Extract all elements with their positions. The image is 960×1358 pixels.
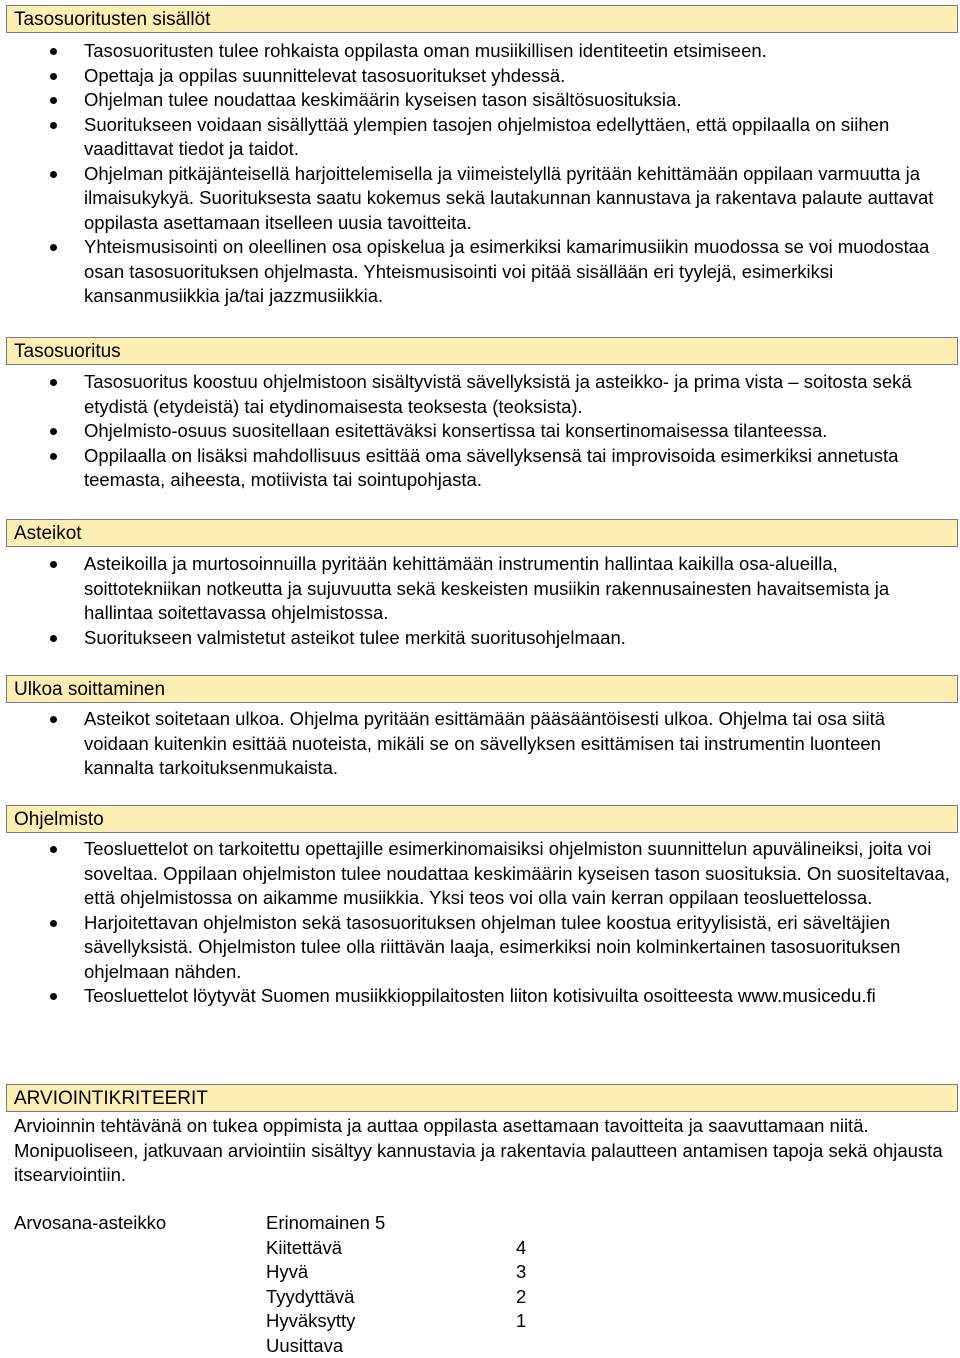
- grade-name: Kiitettävä: [266, 1236, 342, 1261]
- bullet-list: [0, 39, 960, 309]
- section-ulkoa-soittaminen: [0, 675, 960, 781]
- list-item: Harjoitettavan ohjelmiston sekä tasosuorituksen ohjelman tulee koostua erityylisistä, eri säveltäjien sävellyksistä. Ohjelmiston tulee olla riittävän laaja, esimerkiksi noin kolminkertainen tasosuorituksen ohjelmaan nähden.: [0, 911, 960, 985]
- grade-name: Hyväksytty: [266, 1309, 355, 1334]
- list-item: Ohjelman tulee noudattaa keskimäärin kyseisen tason sisältösuosituksia.: [0, 88, 960, 113]
- grading-scale: [0, 1211, 960, 1358]
- list-item: Suoritukseen voidaan sisällyttää ylempien tasojen ohjelmistoa edellyttäen, että oppilaalla on siihen vaadittavat tiedot ja taidot.: [0, 113, 960, 162]
- grade-name: Uusittava: [266, 1334, 343, 1358]
- list-item: Yhteismusisointi on oleellinen osa opiskelua ja esimerkiksi kamarimusiikin muodossa se voi muodostaa osan tasosuorituksen ohjelmasta. Yhteismusisointi voi pitää sisällään eri tyylejä, esimerkiksi kansanmusiikkia ja/tai jazzmusiikkia.: [0, 235, 960, 309]
- list-item: Teosluettelot löytyvät Suomen musiikkioppilaitosten liiton kotisivuilta osoitteesta www.musicedu.fi: [0, 984, 960, 1009]
- section-ohjelmisto: [0, 805, 960, 1009]
- section-tasosuoritus: [0, 337, 960, 493]
- grade-name: Hyvä: [266, 1260, 308, 1285]
- list-item: Suoritukseen valmistetut asteikot tulee merkitä suoritusohjelmaan.: [0, 626, 960, 651]
- grade-row: [0, 1211, 960, 1236]
- section-tasosuoritusten-sisallot: [0, 5, 960, 309]
- bullet-list: [0, 707, 960, 781]
- section-heading: Ohjelmisto: [6, 805, 958, 833]
- section-heading: ARVIOINTIKRITEERIT: [6, 1084, 958, 1112]
- grade-number: 3: [516, 1260, 526, 1285]
- section-heading: Ulkoa soittaminen: [6, 675, 958, 703]
- grade-number: 5: [375, 1212, 385, 1233]
- grade-number: 1: [516, 1309, 526, 1334]
- list-item: Ohjelmisto-osuus suositellaan esitettäväksi konsertissa tai konsertinomaisessa tilanteessa.: [0, 419, 960, 444]
- grade-row: [0, 1309, 960, 1334]
- section-arviointikriteerit: [0, 1084, 960, 1188]
- section-heading: Tasosuoritusten sisällöt: [6, 5, 958, 33]
- list-item: Tasosuoritus koostuu ohjelmistoon sisältyvistä sävellyksistä ja asteikko- ja prima vista – soitosta sekä etydistä (etydeistä) tai etydinomaisesta teoksesta (teoksista).: [0, 370, 960, 419]
- list-item: Tasosuoritusten tulee rohkaista oppilasta oman musiikillisen identiteetin etsimiseen.: [0, 39, 960, 64]
- grade-row: [0, 1236, 960, 1261]
- grade-row: [0, 1334, 960, 1358]
- section-asteikot: [0, 519, 960, 650]
- grading-label: Arvosana-asteikko: [14, 1211, 166, 1236]
- grade-name: Erinomainen 5: [266, 1211, 385, 1236]
- section-heading: Tasosuoritus: [6, 337, 958, 365]
- list-item: Teosluettelot on tarkoitettu opettajille esimerkinomaisiksi ohjelmiston suunnittelun apuvälineiksi, joita voi soveltaa. Oppilaan ohjelmiston tulee noudattaa keskimäärin kyseisen tason suosituksia. On suositeltavaa, että ohjelmistossa on aikamme musiikkia. Yksi teos voi olla vain kerran oppilaan teosluettelossa.: [0, 837, 960, 911]
- bullet-list: [0, 837, 960, 1009]
- grade-number: 4: [516, 1236, 526, 1261]
- grade-name: Tyydyttävä: [266, 1285, 354, 1310]
- list-item: Asteikoilla ja murtosoinnuilla pyritään kehittämään instrumentin hallintaa kaikilla osa-alueilla, soittotekniikan notkeutta ja sujuvuutta sekä keskeisten musiikin rakennusainesten havaitsemista ja hallintaa soitettavassa ohjelmistossa.: [0, 552, 960, 626]
- section-heading: Asteikot: [6, 519, 958, 547]
- bullet-list: [0, 370, 960, 493]
- list-item: Oppilaalla on lisäksi mahdollisuus esittää oma sävellyksensä tai improvisoida esimerkiksi annetusta teemasta, aiheesta, motiivista tai sointupohjasta.: [0, 444, 960, 493]
- grade-number: 2: [516, 1285, 526, 1310]
- list-item: Ohjelman pitkäjänteisellä harjoittelemisella ja viimeistelyllä pyritään kehittämään oppilaan varmuutta ja ilmaisukykyä. Suorituksesta saatu kokemus sekä lautakunnan kannustava ja rakentava palaute auttavat oppilasta asettamaan itselleen uusia tavoitteita.: [0, 162, 960, 236]
- bullet-list: [0, 552, 960, 650]
- list-item: Asteikot soitetaan ulkoa. Ohjelma pyritään esittämään pääsääntöisesti ulkoa. Ohjelma tai osa siitä voidaan kuitenkin esittää nuoteista, mikäli se on sävellyksen esittämisen tai instrumentin luonteen kannalta tarkoituksenmukaista.: [0, 707, 960, 781]
- grade-row: [0, 1260, 960, 1285]
- grade-row: [0, 1285, 960, 1310]
- assessment-paragraph: Arvioinnin tehtävänä on tukea oppimista ja auttaa oppilasta asettamaan tavoitteita ja saavuttamaan niitä. Monipuoliseen, jatkuvaan arviointiin sisältyy kannustavia ja rakentavia palautteen antamisen tapoja sekä ohjausta itsearviointiin.: [0, 1114, 960, 1188]
- list-item: Opettaja ja oppilas suunnittelevat tasosuoritukset yhdessä.: [0, 64, 960, 89]
